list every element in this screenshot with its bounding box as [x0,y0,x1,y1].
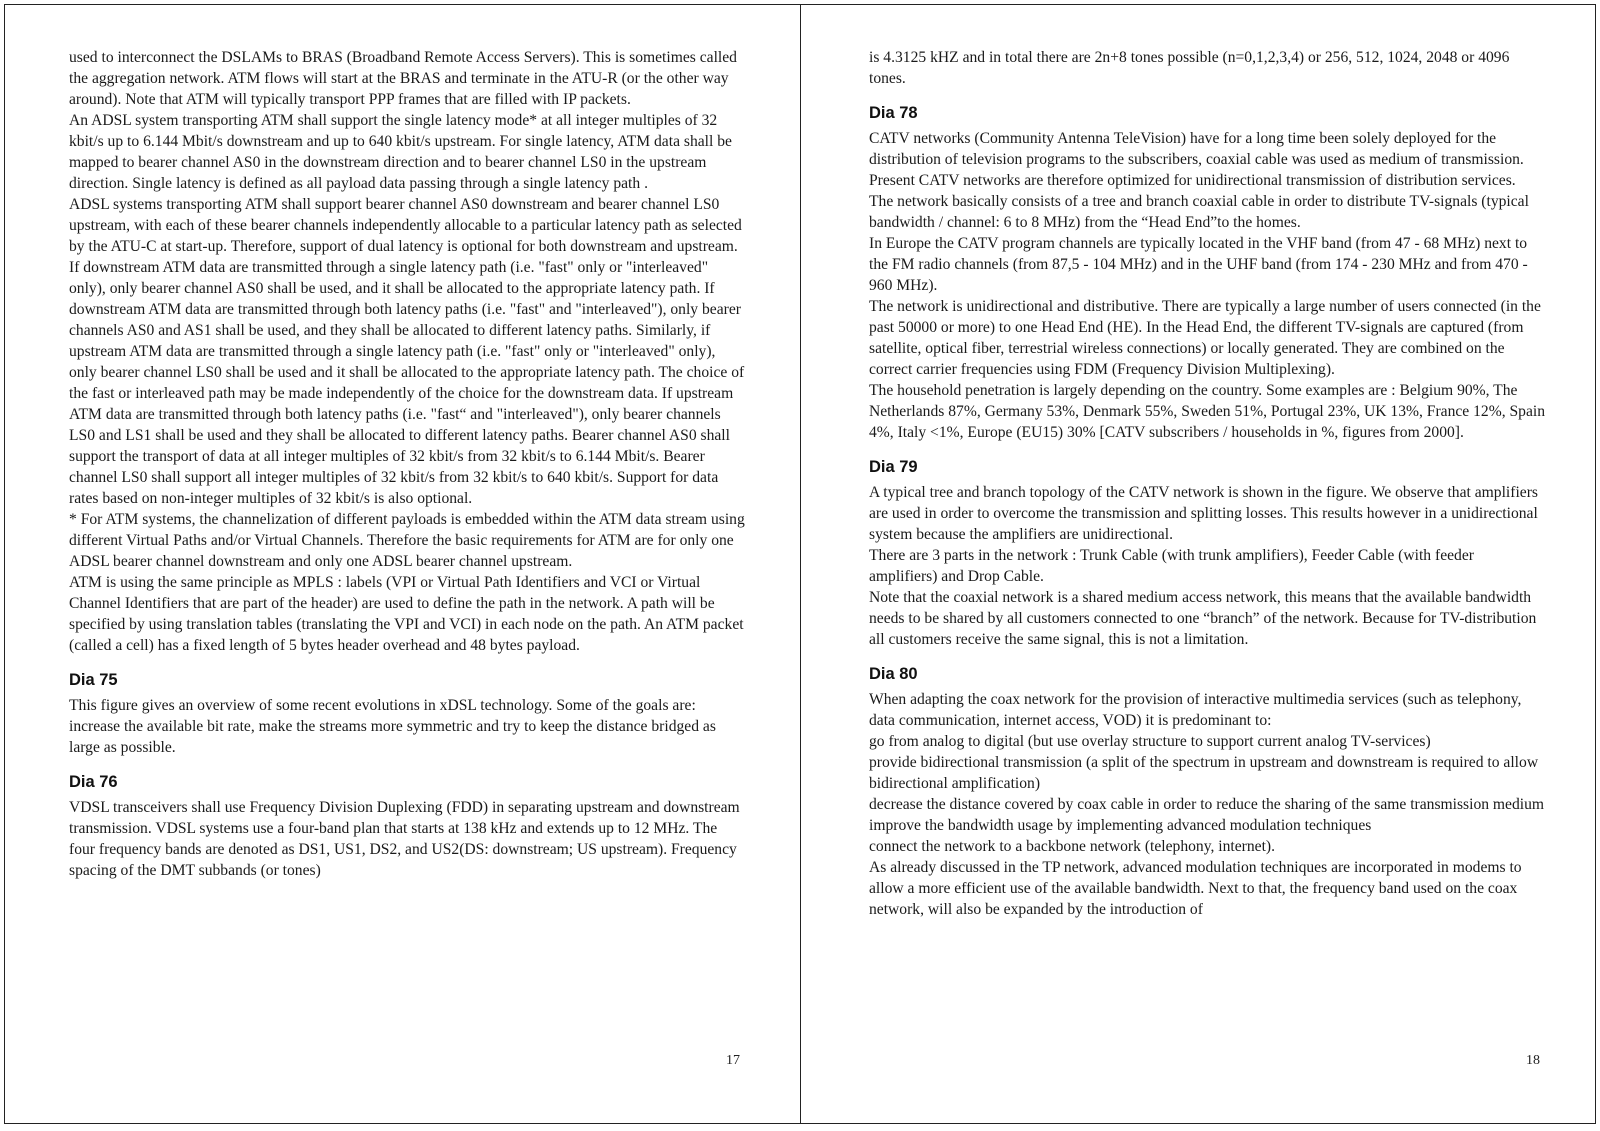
paragraph: The household penetration is largely depending on the country. Some examples are : Belgium 90%, The Netherlands 87%, Germany 53%, Denmark 55%, Sweden 51%, Portugal 23%, UK 13%, France 12%, Spain 4%, Italy <1%, Europe (EU15) 30% [CATV subscribers / households in %, figures from 2000]. [869,382,1546,441]
paragraph: is 4.3125 kHZ and in total there are 2n+8 tones possible (n=0,1,2,3,4) or 256, 512, 1024, 2048 or 4096 tones. [869,49,1510,87]
list-item: improve the bandwidth usage by implementing advanced modulation techniques [869,817,1372,834]
page-number: 18 [1526,1053,1540,1068]
list-item: decrease the distance covered by coax cable in order to reduce the sharing of the same transmission medium [869,796,1545,813]
section-heading: Dia 75 [69,671,118,689]
section-heading: Dia 80 [869,665,918,683]
paragraph: used to interconnect the DSLAMs to BRAS (Broadband Remote Access Servers). This is sometimes called the aggregation network. ATM flows will start at the BRAS and terminate in the ATU-R (or the other way around). Note that ATM will typically transport PPP frames that are filled with IP packets. [69,49,737,108]
paragraph: There are 3 parts in the network : Trunk Cable (with trunk amplifiers), Feeder Cable (with feeder amplifiers) and Drop Cable. [869,547,1474,585]
paragraph: VDSL transceivers shall use Frequency Division Duplexing (FDD) in separating upstream and downstream transmission. VDSL systems use a four-band plan that starts at 138 kHz and extends up to 12 MHz. The four frequency bands are denoted as DS1, US1, DS2, and US2(DS: downstream; US upstream). Frequency spacing of the DMT subbands (or tones) [69,799,740,879]
paragraph: In Europe the CATV program channels are typically located in the VHF band (from 47 - 68 MHz) next to the FM radio channels (from 87,5 - 104 MHz) and in the UHF band (from 174 - 230 MHz and from 470 - 960 MHz). [869,235,1528,294]
paragraph: An ADSL system transporting ATM shall support the single latency mode* at all integer multiples of 32 kbit/s up to 6.144 Mbit/s downstream and up to 640 kbit/s upstream. For single latency, ATM data shall be mapped to bearer channel AS0 in the downstream direction and to bearer channel LS0 in the upstream direction. Single latency is defined as all payload data passing through a single latency path . [69,112,732,192]
paragraph: As already discussed in the TP network, advanced modulation techniques are incorporated in modems to allow a more efficient use of the available bandwidth. Next to that, the frequency band used on the coax network, will also be expanded by the introduction of [869,859,1522,918]
paragraph: CATV networks (Community Antenna TeleVision) have for a long time been solely deployed for the distribution of television programs to the subscribers, coaxial cable was used as medium of transmission. Present CATV networks are therefore optimized for unidirectional transmission of distribution services. [869,130,1524,189]
paragraph: The network basically consists of a tree and branch coaxial cable in order to distribute TV-signals (typical bandwidth / channel: 6 to 8 MHz) from the “Head End”to the homes. [869,193,1529,231]
list-item: provide bidirectional transmission (a split of the spectrum in upstream and downstream is required to allow bidirectional amplification) [869,754,1539,792]
page-number: 17 [726,1053,740,1068]
paragraph: This figure gives an overview of some recent evolutions in xDSL technology. Some of the goals are: increase the available bit rate, make the streams more symmetric and try to keep the distance bridged as large as possible. [69,697,716,756]
paragraph: The network is unidirectional and distributive. There are typically a large number of users connected (in the past 50000 or more) to one Head End (HE). In the Head End, the different TV-signals are captured (from satellite, optical fiber, terrestrial wireless connections) or locally generated. They are combined on the correct carrier frequencies using FDM (Frequency Division Multiplexing). [869,298,1541,378]
right-page-body [869,47,1545,920]
paragraph: When adapting the coax network for the provision of interactive multimedia services (such as telephony, data communication, internet access, VOD) it is predominant to: [869,691,1522,729]
section-heading: Dia 76 [69,773,118,791]
paragraph: * For ATM systems, the channelization of different payloads is embedded within the ATM data stream using different Virtual Paths and/or Virtual Channels. Therefore the basic requirements for ATM are for only one ADSL bearer channel downstream and only one ADSL bearer channel upstream. [69,511,745,570]
section-heading: Dia 79 [869,458,918,476]
list-item: go from analog to digital (but use overlay structure to support current analog TV-services) [869,733,1431,750]
paragraph: Note that the coaxial network is a shared medium access network, this means that the available bandwidth needs to be shared by all customers connected to one “branch” of the network. Because for TV-distribution all customers receive the same signal, this is not a limitation. [869,589,1537,648]
section-heading: Dia 78 [869,104,918,122]
paragraph: ADSL systems transporting ATM shall support bearer channel AS0 downstream and bearer channel LS0 upstream, with each of these bearer channels independently allocable to a particular latency path as selected by the ATU-C at start-up. Therefore, support of dual latency is optional for both downstream and upstream. If downstream ATM data are transmitted through a single latency path (i.e. "fast" only or "interleaved" only), only bearer channel AS0 shall be used, and it shall be allocated to the appropriate latency path. If downstream ATM data are transmitted through both latency paths (i.e. "fast" and "interleaved"), only bearer channels AS0 and AS1 shall be used, and they shall be allocated to different latency paths. Similarly, if upstream ATM data are transmitted through a single latency path (i.e. "fast" only or "interleaved" only), only bearer channel LS0 shall be used and it shall be allocated to the appropriate latency path. The choice of the fast or interleaved path may be made independently of the choice for the downstream data. If upstream ATM data are transmitted through both latency paths (i.e. "fast“ and "interleaved"), only bearer channels LS0 and LS1 shall be used and they shall be allocated to different latency paths. Bearer channel AS0 shall support the transport of data at all integer multiples of 32 kbit/s from 32 kbit/s to 6.144 Mbit/s. Bearer channel LS0 shall support all integer multiples of 32 kbit/s from 32 kbit/s to 640 kbit/s. Support for data rates based on non-integer multiples of 32 kbit/s is also optional. [69,196,745,507]
left-page-body [69,47,745,881]
paragraph: ATM is using the same principle as MPLS : labels (VPI or Virtual Path Identifiers and VCI or Virtual Channel Identifiers that are part of the header) are used to define the path in the network. A path will be specified by using translation tables (translating the VPI and VCI) in each node on the path. An ATM packet (called a cell) has a fixed length of 5 bytes header overhead and 48 bytes payload. [69,574,744,654]
paragraph: A typical tree and branch topology of the CATV network is shown in the figure. We observe that amplifiers are used in order to overcome the transmission and splitting losses. This results however in a unidirectional system because the amplifiers are unidirectional. [869,484,1538,543]
list-item: connect the network to a backbone network (telephony, internet). [869,838,1276,855]
